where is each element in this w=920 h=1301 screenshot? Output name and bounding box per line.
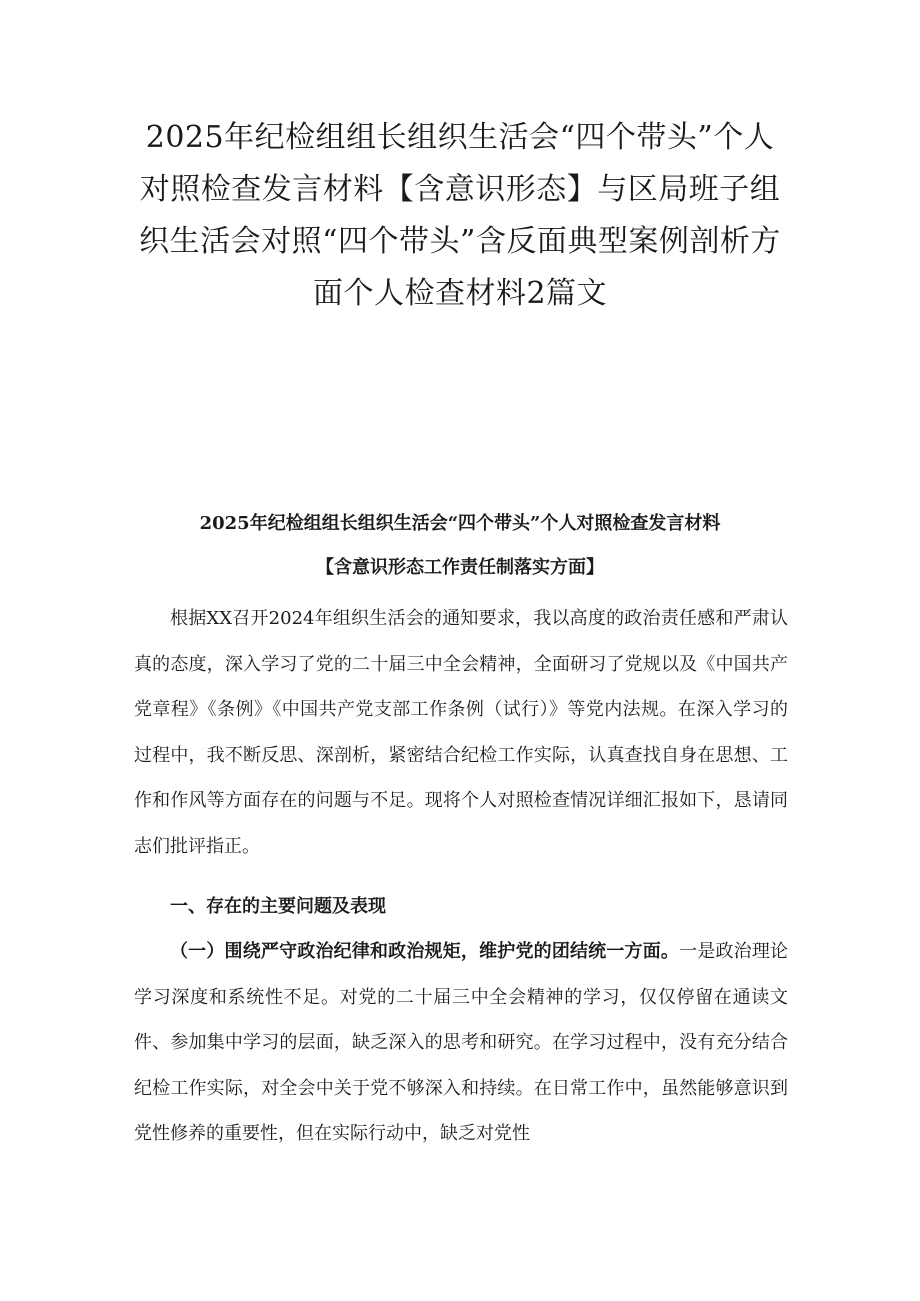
subsection-1-paragraph — [134, 929, 788, 1157]
article-subtitle: 【含意识形态工作责任制落实方面】 — [316, 557, 604, 578]
document-main-title: 2025年纪检组组长组织生活会“四个带头”个人对照检查发言材料【含意识形态】与区局班子组织生活会对照“四个带头”含反面典型案例剖析方面个人检查材料2篇文 — [139, 120, 781, 311]
section-1-heading: 一、存在的主要问题及表现 — [170, 896, 386, 917]
subsection-1-lead: （一）围绕严守政治纪律和政治规矩，维护党的团结统一方面。 — [170, 941, 680, 962]
intro-paragraph: 根据XX召开2024年组织生活会的通知要求，我以高度的政治责任感和严肃认真的态度，深入学习了党的二十届三中全会精神，全面研习了党规以及《中国共产党章程》《条例》《中国共产党支部工作条例（试行）》等党内法规。在深入学习的过程中，我不断反思、深剖析，紧密结合纪检工作实际，认真查找自身在思想、工作和作风等方面存在的问题与不足。现将个人对照检查情况详细汇报如下，恳请同志们批评指正。 — [134, 608, 788, 857]
article-title: 2025年纪检组组长组织生活会“四个带头”个人对照检查发言材料 — [199, 513, 721, 534]
subsection-1-body: 一是政治理论学习深度和系统性不足。对党的二十届三中全会精神的学习，仅仅停留在通读文件、参加集中学习的层面，缺乏深入的思考和研究。在学习过程中，没有充分结合纪检工作实际，对全会中关于党不够深入和持续。在日常工作中，虽然能够意识到党性修养的重要性，但在实际行动中，缺乏对党性 — [134, 941, 789, 1145]
